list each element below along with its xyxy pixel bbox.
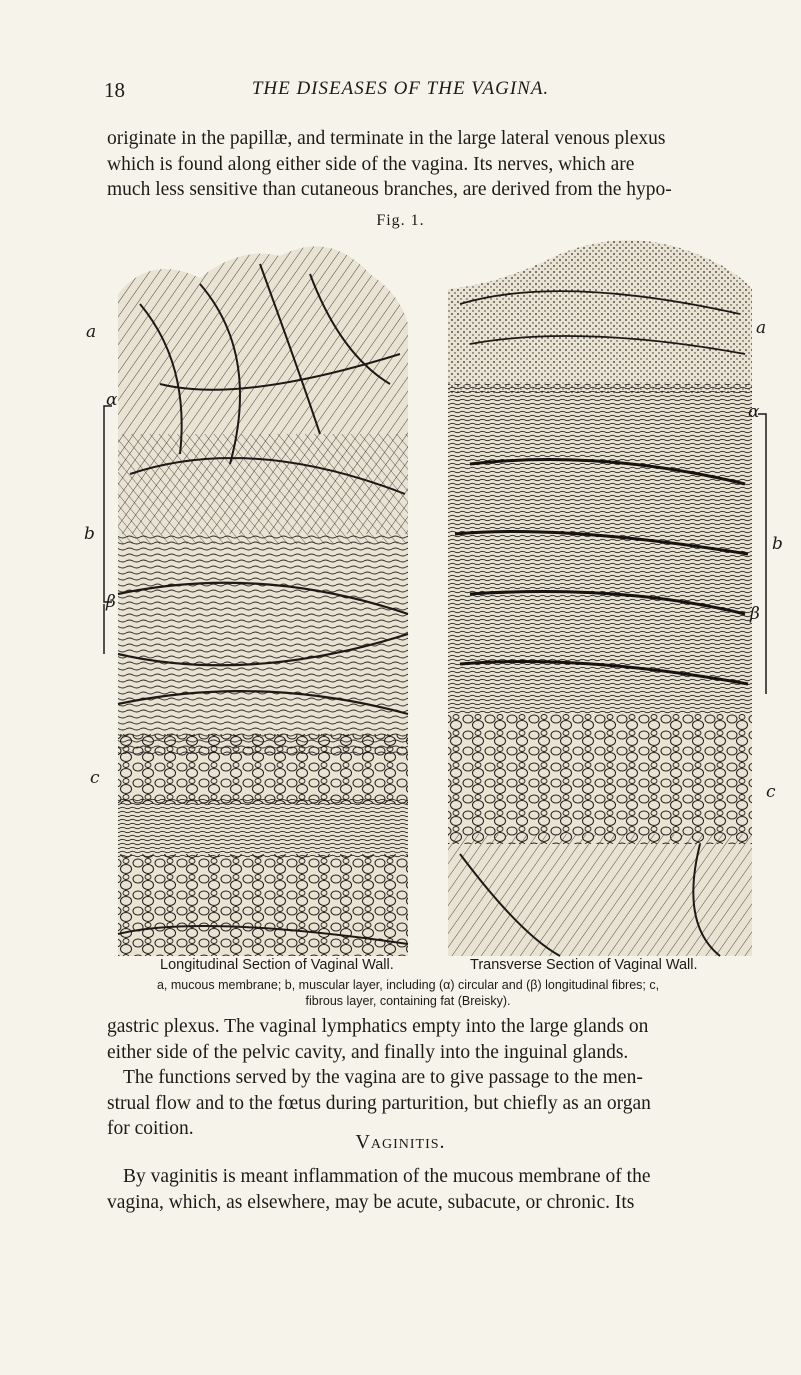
bracket-left-alpha <box>104 406 112 602</box>
section-heading: Vaginitis. <box>355 1131 446 1153</box>
text-line: strual flow and to the fœtus during parturition, but chiefly as an organ <box>107 1092 651 1114</box>
legend-line: fibrous layer, containing fat (Breisky). <box>305 994 511 1008</box>
label-a-right: a <box>756 318 767 338</box>
label-b-left: b <box>84 524 95 544</box>
longitudinal-section <box>118 246 408 956</box>
text-line: The functions served by the vagina are to give passage to the men- <box>123 1067 643 1088</box>
figure-label: Fig. 1. <box>376 212 425 229</box>
transverse-section <box>448 240 752 956</box>
histology-figure <box>0 234 801 974</box>
legend-line: a, mucous membrane; b, muscular layer, including (α) circular and (β) longitudinal fibres; c, <box>156 978 660 992</box>
label-c-right: c <box>766 782 776 802</box>
label-beta-right: β <box>750 604 760 624</box>
text-line: gastric plexus. The vaginal lymphatics empty into the large glands on <box>107 1016 649 1037</box>
label-alpha-right: α <box>748 402 760 422</box>
label-a-left: a <box>86 322 97 342</box>
running-header <box>0 78 801 108</box>
paragraph-middle <box>107 1014 697 1142</box>
paragraph-top <box>107 126 697 203</box>
section-illustrations <box>0 234 801 974</box>
text-line: much less sensitive than cutaneous branches, are derived from the hypo- <box>107 179 672 200</box>
text-line: which is found along either side of the vagina. Its nerves, which are <box>107 153 635 175</box>
text-line: originate in the papillæ, and terminate in the large lateral venous plexus <box>107 128 666 149</box>
bracket-right <box>758 414 766 694</box>
left-panel-title: Longitudinal Section of Vaginal Wall. <box>160 957 394 973</box>
running-title: THE DISEASES OF THE VAGINA. <box>251 78 550 99</box>
label-alpha-left: α <box>106 390 118 410</box>
right-panel-title: Transverse Section of Vaginal Wall. <box>470 957 698 973</box>
label-beta-left: β <box>106 592 116 612</box>
label-b-right: b <box>772 534 783 554</box>
page-number: 18 <box>104 78 125 102</box>
label-c-left: c <box>90 768 100 788</box>
figure-legend <box>108 977 708 1009</box>
text-line: for coition. <box>107 1118 194 1139</box>
text-line: vagina, which, as elsewhere, may be acute, subacute, or chronic. Its <box>107 1191 635 1213</box>
paragraph-bottom <box>107 1164 697 1215</box>
text-line: either side of the pelvic cavity, and finally into the inguinal glands. <box>107 1041 629 1063</box>
text-line: By vaginitis is meant inflammation of the mucous membrane of the <box>123 1166 651 1187</box>
